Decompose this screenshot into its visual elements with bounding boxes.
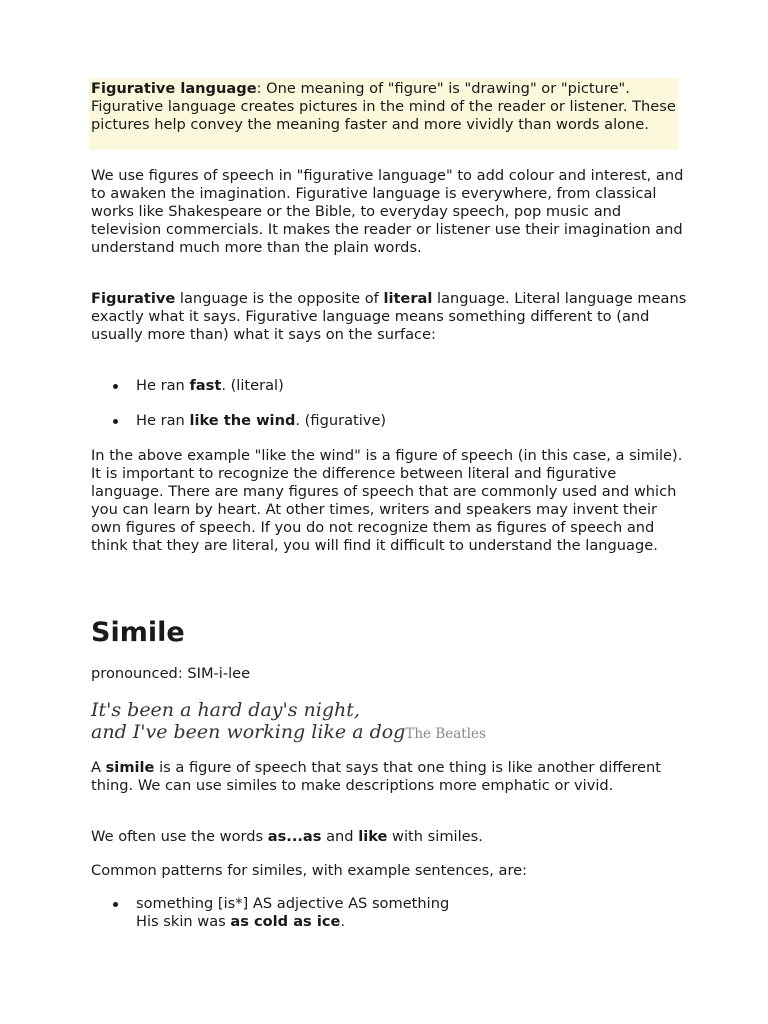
pattern-list [91, 895, 691, 931]
example-pre: He ran [136, 377, 190, 394]
definition-text: : One meaning of "figure" is "drawing" or "picture". Figurative language creates pictures in the mind of the reader or listener. These pictures help convey the meaning faster and more vividly than words alone. [91, 80, 676, 134]
words-mid: and [321, 828, 359, 845]
words-pre: We often use the words [91, 828, 268, 845]
literal-vs-figurative-paragraph [91, 290, 691, 344]
simile-definition-paragraph [91, 759, 691, 795]
list-item [91, 895, 691, 931]
bold-literal: literal [383, 290, 433, 307]
example-bold: fast [189, 377, 222, 394]
quote-line-2-text: and I've been working like a dog [91, 721, 406, 743]
quote-line-2 [91, 721, 691, 745]
example1-pre: His skin was [136, 913, 231, 931]
example-bold: like the wind [189, 412, 296, 429]
example1-post: . [340, 913, 346, 931]
para2-text1: language is the opposite of [175, 290, 384, 307]
pronunciation: pronounced: SIM-i-lee [91, 665, 251, 682]
intro-paragraph: We use figures of speech in "figurative language" to add colour and interest, and to awaken the imagination. Figurative language is everywhere, from classical works like Shakespeare or the Bible, to everyday speech, pop music and television commercials. It makes the reader or listener use their imagination and understand much more than the plain words. [91, 167, 684, 257]
para2-text2: language. Literal language means exactly what it says. Figurative language means something different to (and usually more than) what it says on the surface: [91, 290, 687, 344]
quote-line-1: It's been a hard day's night, [91, 699, 360, 721]
beatles-quote [91, 699, 691, 745]
definition-term: Figurative language [91, 80, 257, 97]
simile-words-paragraph [91, 828, 691, 846]
pattern-text: something [is*] AS adjective AS something [136, 895, 450, 912]
patterns-intro: Common patterns for similes, with example sentences, are: [91, 862, 528, 879]
bold-figurative: Figurative [91, 290, 176, 307]
example-list-figurative [91, 412, 691, 430]
words-post: with similes. [387, 828, 483, 845]
list-item [91, 412, 691, 430]
bold-as-as: as...as [267, 828, 322, 845]
example-post: . (figurative) [295, 412, 387, 429]
quote-credit: The Beatles [405, 726, 486, 742]
definition-paragraph [91, 80, 691, 134]
section-heading-simile: Simile [91, 617, 185, 648]
bold-like: like [358, 828, 388, 845]
bold-simile: simile [105, 759, 155, 776]
list-item [91, 377, 691, 395]
example-pre: He ran [136, 412, 190, 429]
simile-def-pre: A [91, 759, 106, 776]
example-post: . (literal) [221, 377, 284, 394]
example-list-literal [91, 377, 691, 395]
example1-bold: as cold as ice [230, 913, 341, 931]
simile-def-post: is a figure of speech that says that one thing is like another different thing. We can use similes to make descriptions more emphatic or vivid. [91, 759, 661, 795]
pattern-example [136, 913, 691, 931]
simile-explanation-paragraph: In the above example "like the wind" is a figure of speech (in this case, a simile). It is important to recognize the difference between literal and figurative language. There are many figures of speech that are commonly used and which you can learn by heart. At other times, writers and speakers may invent their own figures of speech. If you do not recognize them as figures of speech and think that they are literal, you will find it difficult to understand the language. [91, 447, 683, 555]
